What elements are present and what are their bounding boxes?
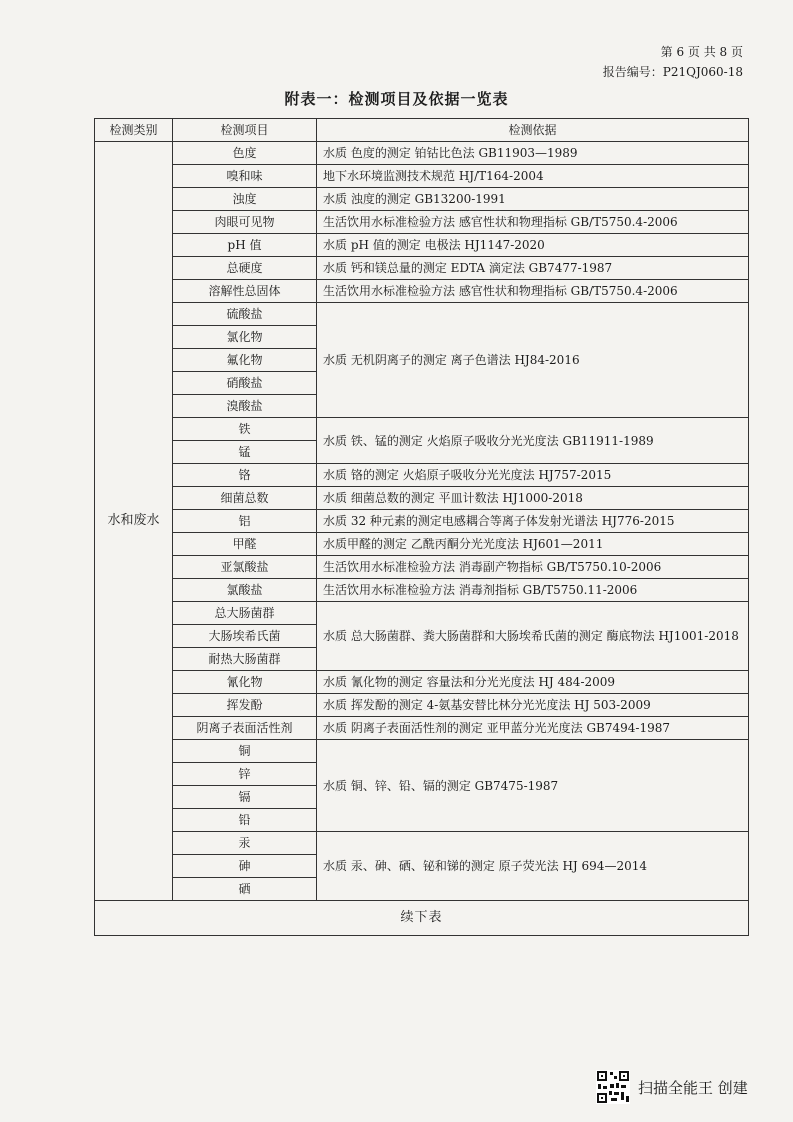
item-cell: 铁 <box>173 418 317 441</box>
basis-cell: 水质 铬的测定 火焰原子吸收分光光度法 HJ757-2015 <box>317 464 749 487</box>
item-cell: 硒 <box>173 878 317 901</box>
basis-cell: 水质 钙和镁总量的测定 EDTA 滴定法 GB7477-1987 <box>317 257 749 280</box>
basis-cell: 地下水环境监测技术规范 HJ/T164-2004 <box>317 165 749 188</box>
item-cell: 浊度 <box>173 188 317 211</box>
item-cell: 溴酸盐 <box>173 395 317 418</box>
basis-cell: 水质 pH 值的测定 电极法 HJ1147-2020 <box>317 234 749 257</box>
basis-cell: 生活饮用水标准检验方法 感官性状和物理指标 GB/T5750.4-2006 <box>317 280 749 303</box>
basis-cell: 水质 色度的测定 铂钴比色法 GB11903—1989 <box>317 142 749 165</box>
item-cell: 总硬度 <box>173 257 317 280</box>
item-cell: 氟化物 <box>173 349 317 372</box>
item-cell: 甲醛 <box>173 533 317 556</box>
basis-cell: 水质甲醛的测定 乙酰丙酮分光光度法 HJ601—2011 <box>317 533 749 556</box>
item-cell: 硫酸盐 <box>173 303 317 326</box>
item-cell: 亚氯酸盐 <box>173 556 317 579</box>
header-category: 检测类别 <box>95 119 173 142</box>
table-row <box>95 464 749 487</box>
item-cell: 氰化物 <box>173 671 317 694</box>
item-cell: 大肠埃希氏菌 <box>173 625 317 648</box>
table-row <box>95 510 749 533</box>
item-cell: 耐热大肠菌群 <box>173 648 317 671</box>
item-cell: 氯化物 <box>173 326 317 349</box>
basis-cell: 水质 铜、锌、铅、镉的测定 GB7475-1987 <box>317 740 749 832</box>
item-cell: 溶解性总固体 <box>173 280 317 303</box>
basis-cell: 生活饮用水标准检验方法 消毒副产物指标 GB/T5750.10-2006 <box>317 556 749 579</box>
table-header-row <box>95 119 749 142</box>
qr-code-icon <box>596 1070 630 1104</box>
item-cell: 铅 <box>173 809 317 832</box>
basis-cell: 水质 氰化物的测定 容量法和分光光度法 HJ 484-2009 <box>317 671 749 694</box>
item-cell: 肉眼可见物 <box>173 211 317 234</box>
basis-cell: 生活饮用水标准检验方法 消毒剂指标 GB/T5750.11-2006 <box>317 579 749 602</box>
header-item: 检测项目 <box>173 119 317 142</box>
basis-cell: 水质 总大肠菌群、粪大肠菌群和大肠埃希氏菌的测定 酶底物法 HJ1001-2018 <box>317 602 749 671</box>
table-row <box>95 142 749 165</box>
table-row <box>95 165 749 188</box>
item-cell: 镉 <box>173 786 317 809</box>
table-row <box>95 257 749 280</box>
table-row <box>95 418 749 441</box>
page-info <box>603 42 743 82</box>
item-cell: 锌 <box>173 763 317 786</box>
basis-cell: 水质 阴离子表面活性剂的测定 亚甲蓝分光光度法 GB7494-1987 <box>317 717 749 740</box>
table-row <box>95 671 749 694</box>
basis-cell: 水质 挥发酚的测定 4-氨基安替比林分光光度法 HJ 503-2009 <box>317 694 749 717</box>
basis-cell: 水质 铁、锰的测定 火焰原子吸收分光光度法 GB11911-1989 <box>317 418 749 464</box>
item-cell: 嗅和味 <box>173 165 317 188</box>
item-cell: 铝 <box>173 510 317 533</box>
table-row <box>95 211 749 234</box>
item-cell: 氯酸盐 <box>173 579 317 602</box>
basis-cell: 水质 汞、砷、硒、铋和锑的测定 原子荧光法 HJ 694—2014 <box>317 832 749 901</box>
continued-note: 续下表 <box>95 901 749 936</box>
table-container <box>94 118 748 936</box>
item-cell: 硝酸盐 <box>173 372 317 395</box>
item-cell: 色度 <box>173 142 317 165</box>
page-number: 第 6 页 共 8 页 <box>660 45 743 59</box>
item-cell: 挥发酚 <box>173 694 317 717</box>
table-row <box>95 579 749 602</box>
header-basis: 检测依据 <box>317 119 749 142</box>
item-cell: 细菌总数 <box>173 487 317 510</box>
table-row <box>95 694 749 717</box>
table-row <box>95 533 749 556</box>
table-row <box>95 717 749 740</box>
basis-cell: 水质 浊度的测定 GB13200-1991 <box>317 188 749 211</box>
scanner-watermark <box>596 1070 748 1104</box>
report-number: 报告编号：P21QJ060-18 <box>602 65 743 79</box>
basis-cell: 生活饮用水标准检验方法 感官性状和物理指标 GB/T5750.4-2006 <box>317 211 749 234</box>
document-title: 附表一：检测项目及依据一览表 <box>284 90 509 108</box>
watermark-text: 扫描全能王 创建 <box>638 1078 748 1097</box>
item-cell: 砷 <box>173 855 317 878</box>
item-cell: pH 值 <box>173 234 317 257</box>
item-cell: 汞 <box>173 832 317 855</box>
table-footer-row <box>95 901 749 936</box>
basis-cell: 水质 无机阴离子的测定 离子色谱法 HJ84-2016 <box>317 303 749 418</box>
table-row <box>95 602 749 625</box>
item-cell: 阴离子表面活性剂 <box>173 717 317 740</box>
item-cell: 总大肠菌群 <box>173 602 317 625</box>
item-cell: 锰 <box>173 441 317 464</box>
table-row <box>95 832 749 855</box>
basis-cell: 水质 细菌总数的测定 平皿计数法 HJ1000-2018 <box>317 487 749 510</box>
table-row <box>95 188 749 211</box>
table-row <box>95 280 749 303</box>
basis-cell: 水质 32 种元素的测定电感耦合等离子体发射光谱法 HJ776-2015 <box>317 510 749 533</box>
category-cell: 水和废水 <box>95 142 173 901</box>
inspection-table <box>94 118 749 936</box>
table-row <box>95 234 749 257</box>
item-cell: 铜 <box>173 740 317 763</box>
table-row <box>95 487 749 510</box>
item-cell: 铬 <box>173 464 317 487</box>
table-row <box>95 740 749 763</box>
table-row <box>95 556 749 579</box>
table-row <box>95 303 749 326</box>
